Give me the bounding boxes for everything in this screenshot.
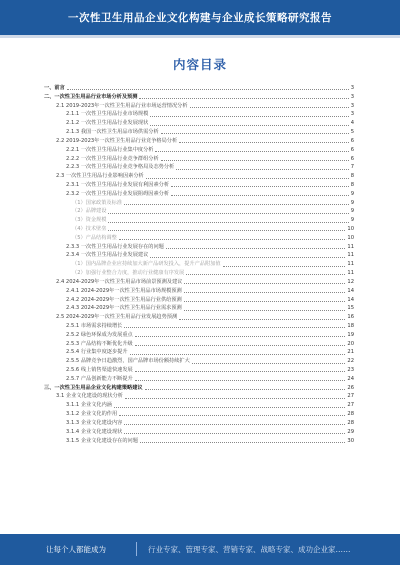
toc-page-number: 3 (350, 102, 354, 109)
toc-entry-title: （1）国家政策及标准 (72, 199, 122, 206)
toc-entry[interactable] (44, 93, 354, 102)
toc-leader-dots (140, 442, 345, 443)
toc-page-number: 26 (347, 384, 354, 391)
toc-entry-title: 三、一次性卫生用品企业文化构建策略建议 (44, 384, 143, 391)
toc-entry-title: 2.3 一次性卫生用品行业影响因素分析 (56, 173, 144, 180)
toc-entry[interactable] (44, 296, 354, 305)
toc-page-number: 8 (350, 181, 354, 188)
toc-page-number: 3 (350, 93, 354, 100)
toc-entry-title: 2.4.1 2024-2029年一次性卫生用品市场规模预测 (66, 287, 182, 294)
toc-entry[interactable] (44, 110, 354, 119)
toc-entry[interactable] (44, 251, 354, 260)
toc-entry[interactable] (44, 437, 354, 446)
footer-slogan-left: 让每个人都能成为 (46, 545, 106, 554)
toc-entry-title: 2.1.2 一次性卫生用品行业发展现状 (66, 120, 149, 127)
toc-entry-title: 2.1.3 我国一次性卫生用品市场供需分析 (66, 129, 159, 136)
toc-leader-dots (124, 327, 345, 328)
toc-entry-title: 2.5.3 产品结构不断优化升级 (66, 340, 133, 347)
toc-page-number: 8 (350, 173, 354, 180)
toc-page-number: 28 (347, 411, 354, 418)
toc-entry[interactable] (44, 172, 354, 181)
toc-entry[interactable] (44, 304, 354, 313)
toc-leader-dots (186, 274, 345, 275)
toc-leader-dots (146, 178, 349, 179)
header-divider (0, 35, 400, 38)
toc-entry-title: 3.1.4 企业文化建设现状 (66, 428, 123, 435)
toc-leader-dots (108, 222, 348, 223)
toc-entry[interactable] (44, 225, 354, 234)
toc-page-number: 28 (347, 419, 354, 426)
toc-page-number: 7 (350, 164, 354, 171)
toc-entry[interactable] (44, 234, 354, 243)
toc-entry[interactable] (44, 357, 354, 366)
toc-leader-dots (124, 204, 349, 205)
toc-page-number: 11 (347, 270, 354, 277)
toc-leader-dots (166, 248, 346, 249)
toc-leader-dots (184, 301, 346, 302)
toc-page-number: 3 (350, 111, 354, 118)
toc-page-number: 29 (347, 428, 354, 435)
toc-entry-title: 2.1 2019-2023年一次性卫生用品行业市场运营情况分析 (56, 102, 188, 109)
toc-page-number: 3 (350, 85, 354, 91)
toc-leader-dots (139, 98, 348, 99)
toc-page-number: 9 (350, 190, 354, 197)
toc-entry[interactable] (44, 163, 354, 172)
toc-entry[interactable] (44, 287, 354, 296)
toc-entry[interactable] (44, 366, 354, 375)
toc-leader-dots (171, 195, 349, 196)
toc-entry[interactable] (44, 322, 354, 331)
toc-entry-title: （3）资金规模 (72, 217, 107, 224)
toc-entry[interactable] (44, 146, 354, 155)
toc-page-number: 23 (347, 367, 354, 373)
toc-entry[interactable] (44, 331, 354, 340)
toc-page-number: 6 (350, 146, 354, 153)
toc-entry[interactable] (44, 278, 354, 287)
toc-entry[interactable] (44, 199, 354, 208)
toc-entry-title: （5）产品结构调整 (72, 234, 117, 241)
footer-divider (136, 542, 137, 556)
toc-entry-title: 2.2.2 一次性卫生用品行业竞争群组分析 (66, 155, 159, 162)
toc-page-number: 9 (350, 217, 354, 224)
toc-entry-title: 3.1.2 企业文化的作用 (66, 411, 118, 418)
toc-entry[interactable] (44, 207, 354, 216)
toc-page-number: 15 (347, 305, 354, 312)
toc-page-number: 30 (347, 437, 354, 444)
toc-leader-dots (135, 380, 346, 381)
toc-leader-dots (108, 230, 345, 231)
footer-slogan-right: 行业专家、管理专家、营销专家、战略专家、成功企业家…… (148, 545, 351, 554)
toc-entry-title: 3.1.1 企业文化内涵 (66, 402, 112, 409)
toc-entry-title: 2.4 2024-2029年一次性卫生用品市场前景预测及建议 (56, 278, 183, 285)
toc-leader-dots (145, 389, 346, 390)
toc-page-number: 10 (347, 234, 354, 241)
table-of-contents (44, 84, 354, 445)
toc-entry-title: （2）加强行业整合力度，推动行业健康有序发展 (72, 270, 185, 277)
toc-entry-title: 二、一次性卫生用品行业市场分析及预测 (44, 93, 138, 100)
toc-entry-title: 2.5 2024-2029年一次性卫生用品行业发展趋势预测 (56, 314, 178, 321)
toc-entry[interactable] (44, 119, 354, 128)
toc-entry-title: 2.5.6 线上销售渠道快速发展 (66, 367, 133, 373)
toc-entry[interactable] (44, 190, 354, 199)
toc-page-number: 12 (347, 278, 354, 285)
toc-leader-dots (176, 169, 348, 170)
toc-entry-title: （4）技术壁垒 (72, 226, 107, 232)
toc-entry-title: 3.1 企业文化建设的现状分析 (56, 393, 123, 400)
toc-leader-dots (161, 133, 349, 134)
toc-leader-dots (130, 354, 346, 355)
toc-leader-dots (223, 266, 346, 267)
toc-leader-dots (114, 407, 345, 408)
toc-leader-dots (67, 89, 349, 90)
toc-leader-dots (119, 415, 345, 416)
toc-page-number: 20 (347, 340, 354, 347)
toc-entry[interactable] (44, 348, 354, 357)
toc-entry[interactable] (44, 137, 354, 146)
toc-entry[interactable] (44, 128, 354, 137)
toc-entry-title: （2）品牌建设 (72, 208, 107, 215)
toc-entry-title: （1）国内品牌企业应持续加大新产品研发投入，提升产品附加值 (72, 261, 221, 268)
toc-entry[interactable] (44, 243, 354, 252)
toc-entry-title: 2.3.4 一次性卫生用品行业发展建议 (66, 252, 149, 259)
toc-leader-dots (155, 151, 348, 152)
toc-page-number: 9 (350, 199, 354, 206)
toc-leader-dots (184, 292, 346, 293)
toc-page-number: 18 (347, 322, 354, 329)
toc-entry[interactable] (44, 428, 354, 437)
toc-page-number: 21 (347, 349, 354, 356)
toc-entry-title: 2.3.1 一次性卫生用品行业发展有利因素分析 (66, 181, 170, 188)
toc-leader-dots (179, 319, 345, 320)
toc-page-number: 11 (347, 261, 354, 268)
toc-entry[interactable] (44, 269, 354, 278)
toc-leader-dots (179, 142, 349, 143)
toc-page-number: 4 (350, 120, 354, 127)
toc-leader-dots (150, 116, 348, 117)
toc-page-number: 6 (350, 155, 354, 162)
toc-entry-title: 3.1.3 企业文化建设内容 (66, 419, 123, 426)
toc-leader-dots (135, 345, 346, 346)
toc-entry-title: 2.2.3 一次性卫生用品行业竞争格局及态势分析 (66, 164, 175, 171)
toc-page-number: 14 (347, 287, 354, 294)
toc-entry-title: 2.5.5 品牌竞争日趋激烈，国产品牌市场份额持续扩大 (66, 358, 190, 365)
toc-entry-title: 2.4.3 2024-2029年一次性卫生用品行业需求预测 (66, 305, 182, 312)
toc-entry[interactable] (44, 181, 354, 190)
toc-entry-title: 2.2.1 一次性卫生用品行业集中度分析 (66, 146, 154, 153)
toc-entry[interactable] (44, 216, 354, 225)
toc-leader-dots (135, 336, 346, 337)
toc-entry[interactable] (44, 401, 354, 410)
toc-leader-dots (150, 257, 345, 258)
toc-entry[interactable] (44, 155, 354, 164)
toc-entry-title: 2.5.1 市场需求持续增长 (66, 322, 123, 329)
toc-page-number: 6 (350, 137, 354, 144)
toc-entry[interactable] (44, 384, 354, 393)
toc-leader-dots (124, 433, 345, 434)
toc-entry[interactable] (44, 84, 354, 93)
toc-entry[interactable] (44, 392, 354, 401)
toc-leader-dots (184, 283, 345, 284)
toc-page-number: 14 (347, 296, 354, 303)
toc-entry-title: 2.1.1 一次性卫生用品行业市场规模 (66, 111, 149, 118)
toc-page-number: 9 (350, 208, 354, 215)
toc-entry-title: 2.4.2 2024-2029年一次性卫生用品行业供给预测 (66, 296, 182, 303)
toc-entry-title: 2.5.4 行业集中度逐步提升 (66, 349, 128, 356)
toc-entry[interactable] (44, 313, 354, 322)
toc-leader-dots (119, 239, 346, 240)
toc-leader-dots (125, 398, 345, 399)
toc-entry-title: 2.2 2019-2023年一次性卫生用品行业竞争格局分析 (56, 137, 178, 144)
toc-entry-title: 2.3.2 一次性卫生用品行业发展阻碍因素分析 (66, 190, 170, 197)
toc-heading: 内容目录 (172, 57, 227, 72)
toc-leader-dots (171, 186, 349, 187)
toc-page-number: 11 (347, 243, 354, 250)
toc-page-number: 27 (347, 402, 354, 409)
toc-page-number: 24 (347, 375, 354, 382)
toc-page-number: 27 (347, 393, 354, 400)
toc-entry-title: 2.5.7 产品创新能力不断提升 (66, 375, 133, 382)
toc-leader-dots (135, 371, 346, 372)
report-title: 一次性卫生用品企业文化构建与企业成长策略研究报告 (68, 12, 332, 24)
toc-entry-title: 2.5.2 绿色环保成为发展重点 (66, 331, 133, 338)
toc-entry[interactable] (44, 375, 354, 384)
toc-entry[interactable] (44, 260, 354, 269)
toc-entry[interactable] (44, 410, 354, 419)
toc-entry-title: 3.1.5 企业文化建设存在的问题 (66, 437, 138, 444)
toc-page-number: 5 (350, 129, 354, 136)
toc-leader-dots (108, 213, 348, 214)
toc-page-number: 16 (347, 314, 354, 321)
toc-leader-dots (124, 424, 345, 425)
toc-leader-dots (150, 125, 348, 126)
toc-leader-dots (161, 160, 349, 161)
toc-entry[interactable] (44, 340, 354, 349)
toc-page-number: 11 (347, 252, 354, 259)
toc-entry-title: 2.3.3 一次性卫生用品行业发展存在的问题 (66, 243, 164, 250)
toc-leader-dots (184, 310, 346, 311)
toc-page-number: 10 (347, 226, 354, 232)
toc-leader-dots (192, 363, 346, 364)
footer-bar (0, 534, 400, 565)
toc-page-number: 22 (347, 358, 354, 365)
toc-page-number: 19 (347, 331, 354, 338)
toc-leader-dots (190, 107, 349, 108)
report-header-bar (0, 0, 400, 35)
toc-entry[interactable] (44, 102, 354, 111)
toc-entry-title: 一、前言 (44, 85, 65, 91)
toc-entry[interactable] (44, 419, 354, 428)
